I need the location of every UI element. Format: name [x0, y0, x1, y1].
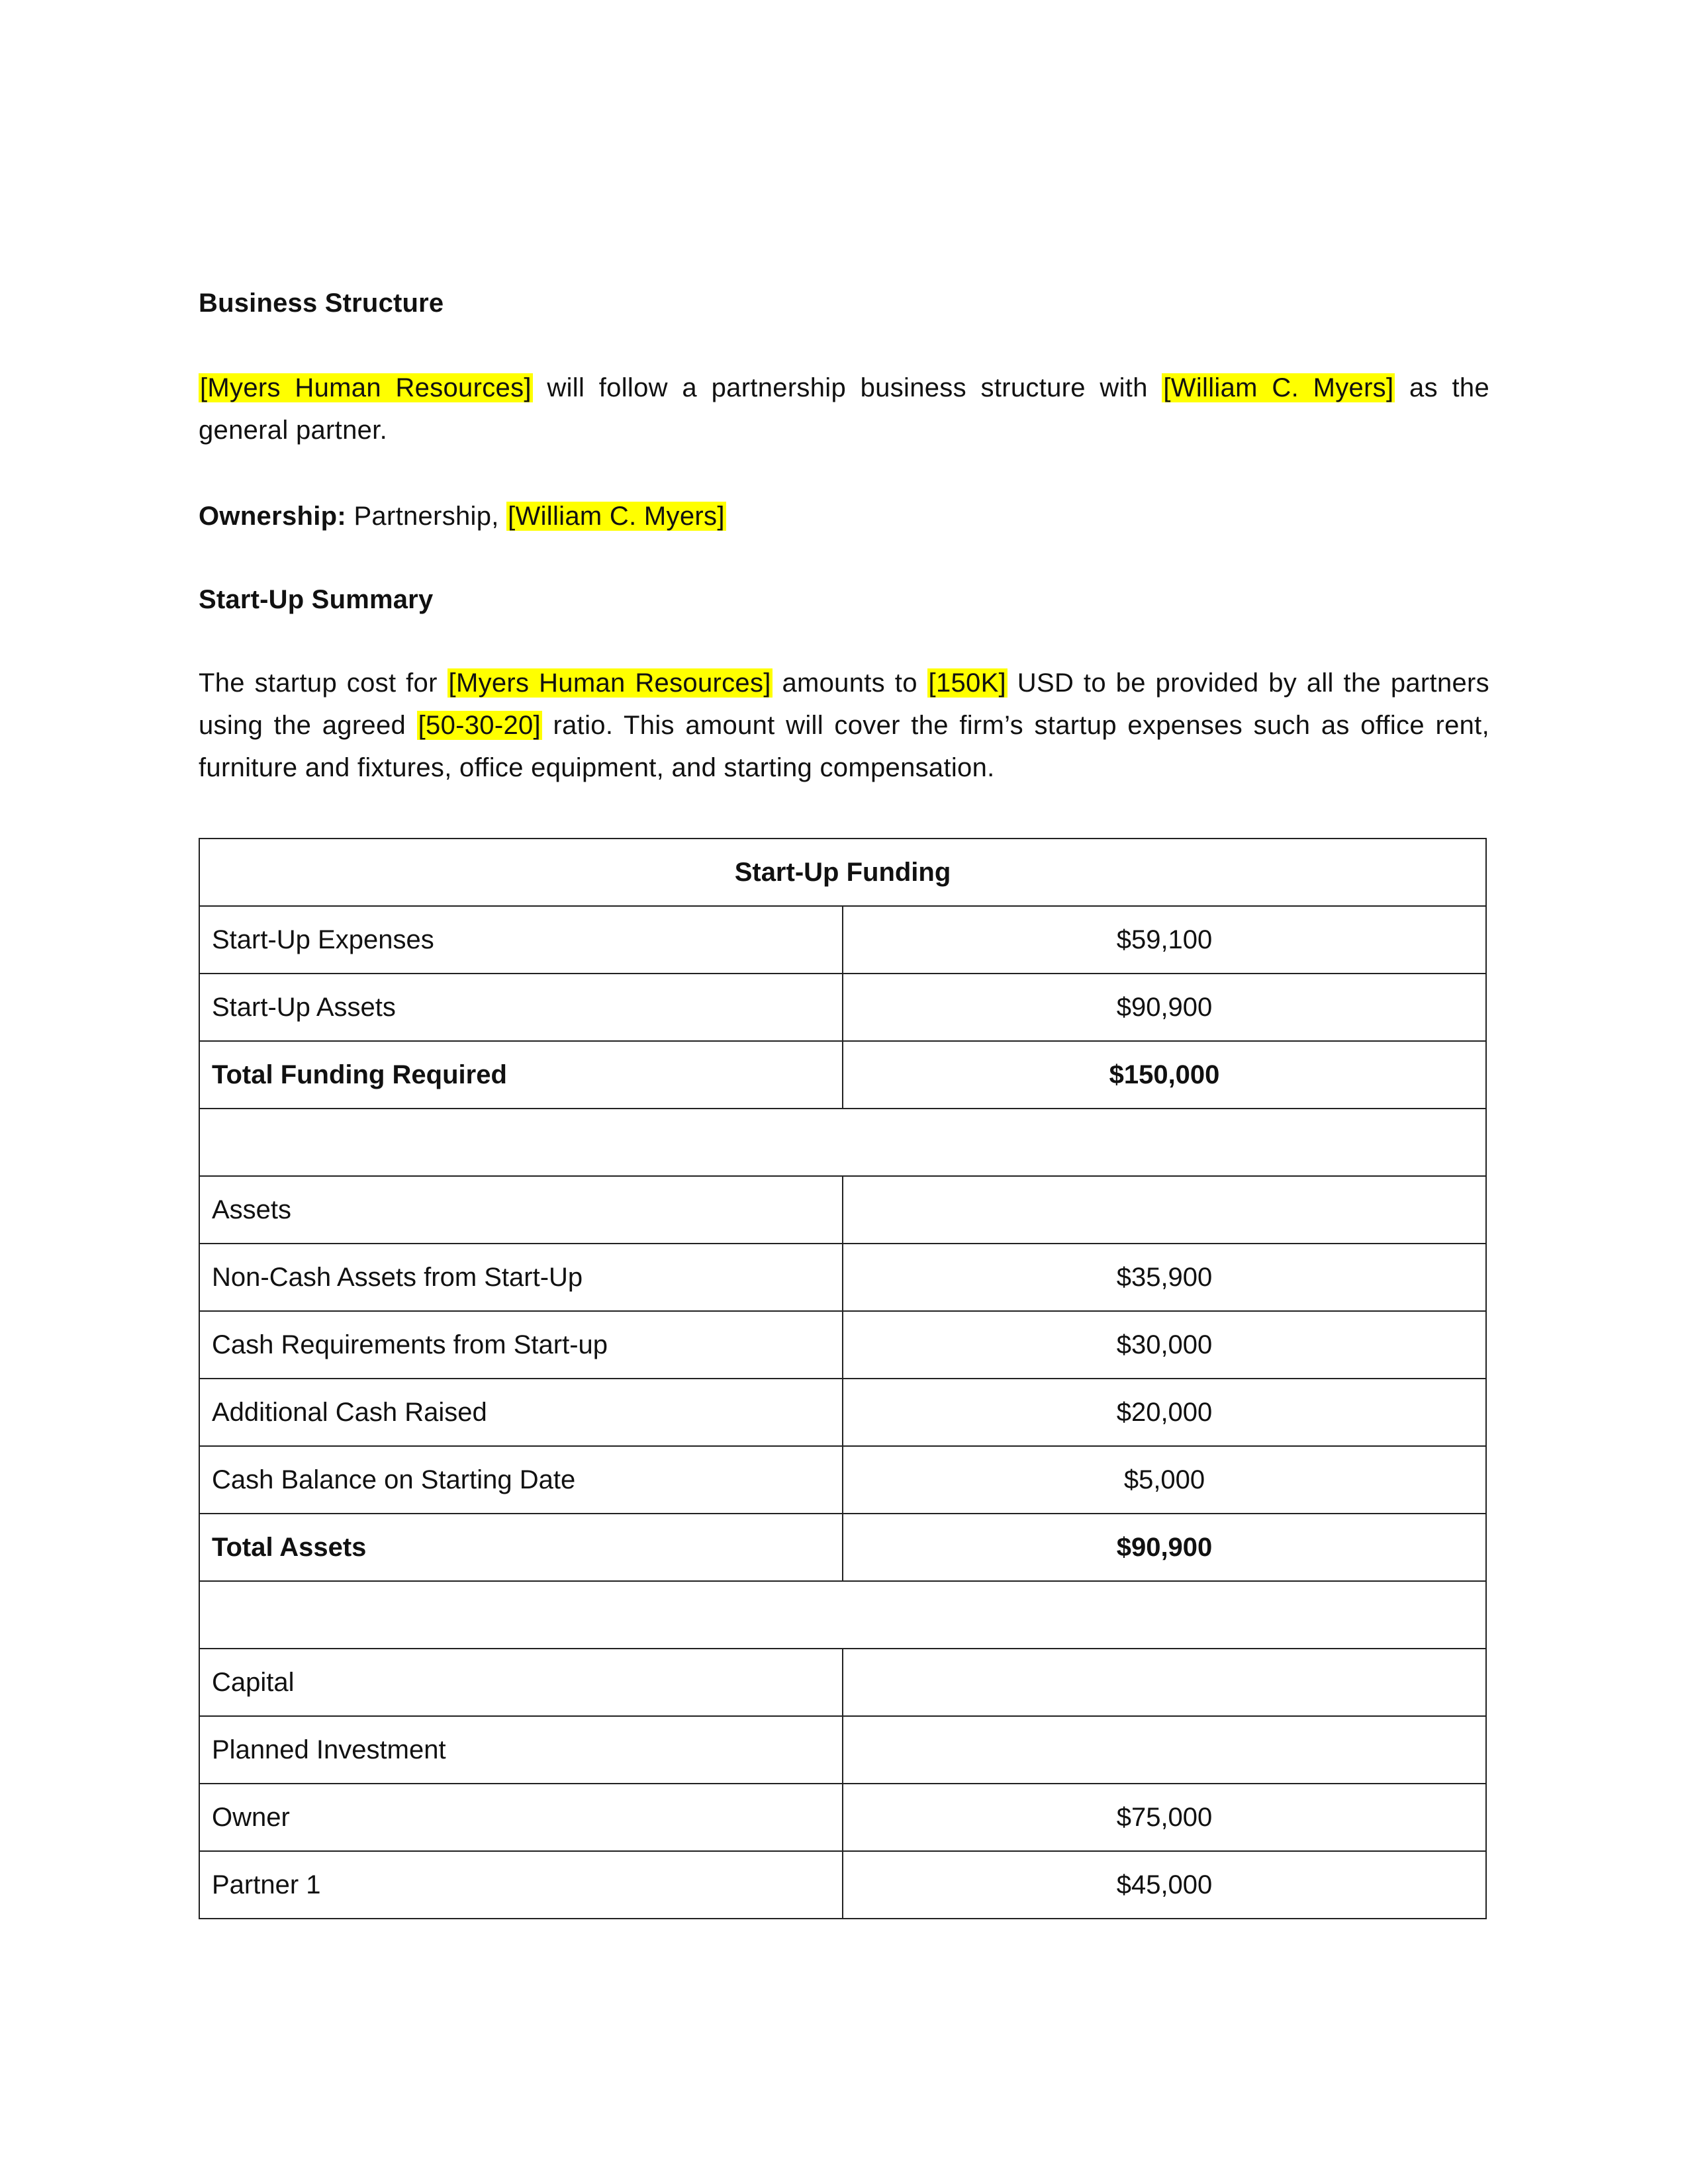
table-row — [199, 1514, 1486, 1581]
row-value — [843, 1716, 1486, 1784]
row-label: Non-Cash Assets from Start-Up — [199, 1244, 843, 1311]
row-label: Cash Requirements from Start-up — [199, 1311, 843, 1379]
document-page — [199, 285, 1489, 789]
row-value: $90,900 — [843, 1514, 1486, 1581]
ownership-text: Partnership, — [346, 502, 507, 531]
row-label: Owner — [199, 1784, 843, 1851]
table-row — [199, 974, 1486, 1041]
table-spacer-cell — [199, 1581, 1486, 1649]
table-row — [199, 1311, 1486, 1379]
row-value: $35,900 — [843, 1244, 1486, 1311]
row-label: Partner 1 — [199, 1851, 843, 1919]
row-label: Planned Investment — [199, 1716, 843, 1784]
startup-summary-paragraph — [199, 662, 1489, 789]
startup-funding-table — [199, 838, 1487, 1919]
row-label: Total Assets — [199, 1514, 843, 1581]
table-row — [199, 1446, 1486, 1514]
startup-text-1: The startup cost for — [199, 668, 447, 698]
ownership-partner-placeholder: [William C. Myers] — [508, 502, 725, 531]
table-row — [199, 1041, 1486, 1109]
row-label: Start-Up Expenses — [199, 906, 843, 974]
startup-amount-placeholder: [150K] — [928, 668, 1006, 698]
row-value: $20,000 — [843, 1379, 1486, 1446]
table-row — [199, 1851, 1486, 1919]
row-value: $45,000 — [843, 1851, 1486, 1919]
startup-text-4: ratio. This amount will cover the firm’s startup expenses such as office rent, furniture and fixtures, office equipment, and starting compensation. — [199, 711, 1489, 782]
table-row — [199, 1784, 1486, 1851]
table-spacer-cell — [199, 1109, 1486, 1176]
row-label: Cash Balance on Starting Date — [199, 1446, 843, 1514]
row-value: $90,900 — [843, 974, 1486, 1041]
table-row — [199, 1379, 1486, 1446]
business-structure-heading: Business Structure — [199, 289, 444, 318]
table-row — [199, 1109, 1486, 1176]
row-value: $59,100 — [843, 906, 1486, 974]
ownership-line — [199, 495, 1489, 537]
company-name-placeholder: [Myers Human Resources] — [200, 373, 532, 402]
ownership-label: Ownership: — [199, 502, 347, 531]
startup-summary-heading: Start-Up Summary — [199, 585, 434, 614]
row-label: Start-Up Assets — [199, 974, 843, 1041]
startup-company-placeholder: [Myers Human Resources] — [448, 668, 771, 698]
row-value — [843, 1176, 1486, 1244]
table-title: Start-Up Funding — [199, 839, 1486, 906]
business-structure-text-2: as the general partner. — [199, 373, 1489, 445]
row-value: $30,000 — [843, 1311, 1486, 1379]
row-label: Additional Cash Raised — [199, 1379, 843, 1446]
table-title-row — [199, 839, 1486, 906]
startup-text-2: amounts to — [772, 668, 927, 698]
startup-text-3: USD to be provided by all the partners using the agreed — [199, 668, 1489, 740]
row-label: Total Funding Required — [199, 1041, 843, 1109]
partner-name-placeholder: [William C. Myers] — [1163, 373, 1394, 402]
table-row — [199, 906, 1486, 974]
row-value: $75,000 — [843, 1784, 1486, 1851]
business-structure-text-1: will follow a partnership business structure with — [532, 373, 1162, 402]
row-value: $5,000 — [843, 1446, 1486, 1514]
startup-ratio-placeholder: [50-30-20] — [418, 711, 541, 740]
row-value — [843, 1649, 1486, 1716]
row-value: $150,000 — [843, 1041, 1486, 1109]
table-row — [199, 1244, 1486, 1311]
table-row — [199, 1649, 1486, 1716]
row-label: Assets — [199, 1176, 843, 1244]
table-row — [199, 1176, 1486, 1244]
table-row — [199, 1716, 1486, 1784]
table-row — [199, 1581, 1486, 1649]
row-label: Capital — [199, 1649, 843, 1716]
business-structure-paragraph — [199, 367, 1489, 451]
